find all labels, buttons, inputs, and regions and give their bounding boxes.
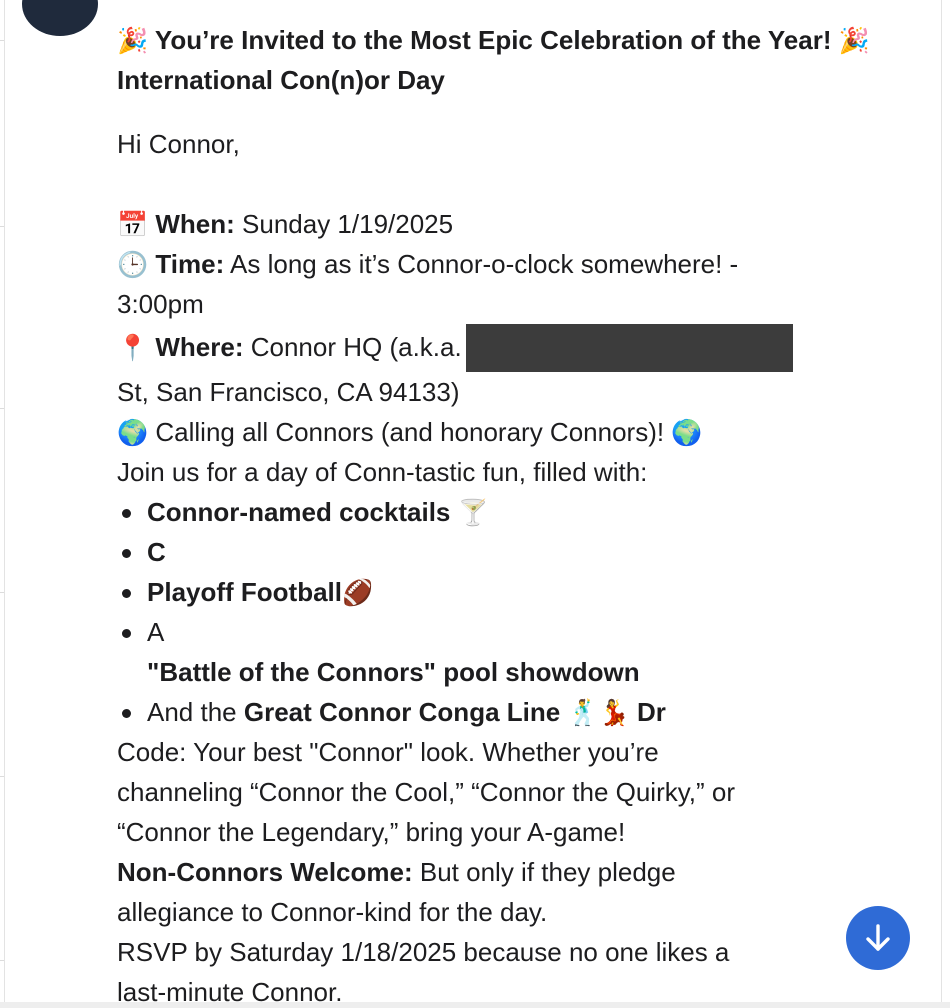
rsvp-line: last-minute Connor. <box>117 977 343 1007</box>
non-connors-label: Non-Connors Welcome: <box>117 857 413 887</box>
dress-code-line: channeling “Connor the Cool,” “Connor the Quirky,” or <box>117 777 736 807</box>
list-item <box>117 492 937 532</box>
email-title <box>117 20 937 60</box>
event-name: International Con(n)or Day <box>117 65 445 95</box>
list-item-prefix: And the <box>147 697 244 727</box>
rsvp-line: RSVP by Saturday 1/18/2025 because no one likes a <box>117 937 730 967</box>
where-value-cont: St, San Francisco, CA 94133) <box>117 377 460 407</box>
list-item <box>117 692 937 732</box>
list-item <box>117 612 937 652</box>
where-label: Where: <box>155 332 244 362</box>
non-connors-cont: allegiance to Connor-kind for the day. <box>117 897 548 927</box>
party-popper-icon: 🎉 <box>117 27 149 55</box>
list-item-text: "Battle of the Connors" pool showdown <box>147 657 640 687</box>
list-item-text: A <box>147 617 165 647</box>
gutter-tick <box>0 776 4 777</box>
list-item-cont <box>117 652 937 692</box>
where-row <box>117 324 937 372</box>
time-value: As long as it’s Connor-o-clock somewhere! - <box>230 249 739 279</box>
list-item <box>117 572 937 612</box>
dancers-icon: 🕺💃 <box>567 699 630 727</box>
join-line: Join us for a day of Conn-tastic fun, filled with: <box>117 457 648 487</box>
gutter-tick <box>0 40 4 41</box>
time-label: Time: <box>155 249 225 279</box>
list-item-text: Connor-named cocktails <box>147 497 451 527</box>
non-connors-text: But only if they pledge <box>419 857 676 887</box>
dress-code-line: “Connor the Legendary,” bring your A-game! <box>117 817 626 847</box>
gutter-tick <box>0 408 4 409</box>
time-value-cont: 3:00pm <box>117 289 204 319</box>
calling-row <box>117 412 937 452</box>
when-label: When: <box>155 209 235 239</box>
list-item <box>117 532 937 572</box>
cocktail-icon: 🍸 <box>457 499 489 527</box>
non-connors-row <box>117 852 937 892</box>
arrow-down-icon <box>865 923 891 953</box>
scroll-to-bottom-button[interactable] <box>846 906 910 970</box>
right-divider <box>941 0 942 1008</box>
when-value: Sunday 1/19/2025 <box>242 209 454 239</box>
list-item-text: Playoff Football <box>147 577 342 607</box>
sender-avatar[interactable] <box>22 0 98 36</box>
calendar-icon: 📅 <box>117 211 149 239</box>
list-item-text: C <box>147 537 166 567</box>
calling-text: Calling all Connors (and honorary Connors)! <box>155 417 665 447</box>
clock-icon: 🕒 <box>117 251 149 279</box>
when-row <box>117 204 937 244</box>
gutter-tick <box>0 960 4 961</box>
time-row <box>117 244 937 284</box>
list-item-text: Great Connor Conga Line <box>243 697 561 727</box>
gutter-tick <box>0 592 4 593</box>
title-text: You’re Invited to the Most Epic Celebration of the Year! <box>154 25 832 55</box>
left-divider <box>4 0 5 1008</box>
email-body <box>117 20 937 1008</box>
pin-icon: 📍 <box>117 334 149 362</box>
party-popper-icon: 🎉 <box>838 27 870 55</box>
greeting: Hi Connor, <box>117 129 240 159</box>
list-item-suffix: Dr <box>636 697 666 727</box>
football-icon: 🏈 <box>342 579 374 607</box>
where-value: Connor HQ (a.k.a. <box>250 332 462 362</box>
gutter-tick <box>0 226 4 227</box>
globe-icon: 🌍 <box>117 419 149 447</box>
dress-code-line: Code: Your best "Connor" look. Whether you’re <box>117 737 659 767</box>
redacted-address <box>466 324 793 372</box>
globe-icon: 🌍 <box>671 419 703 447</box>
